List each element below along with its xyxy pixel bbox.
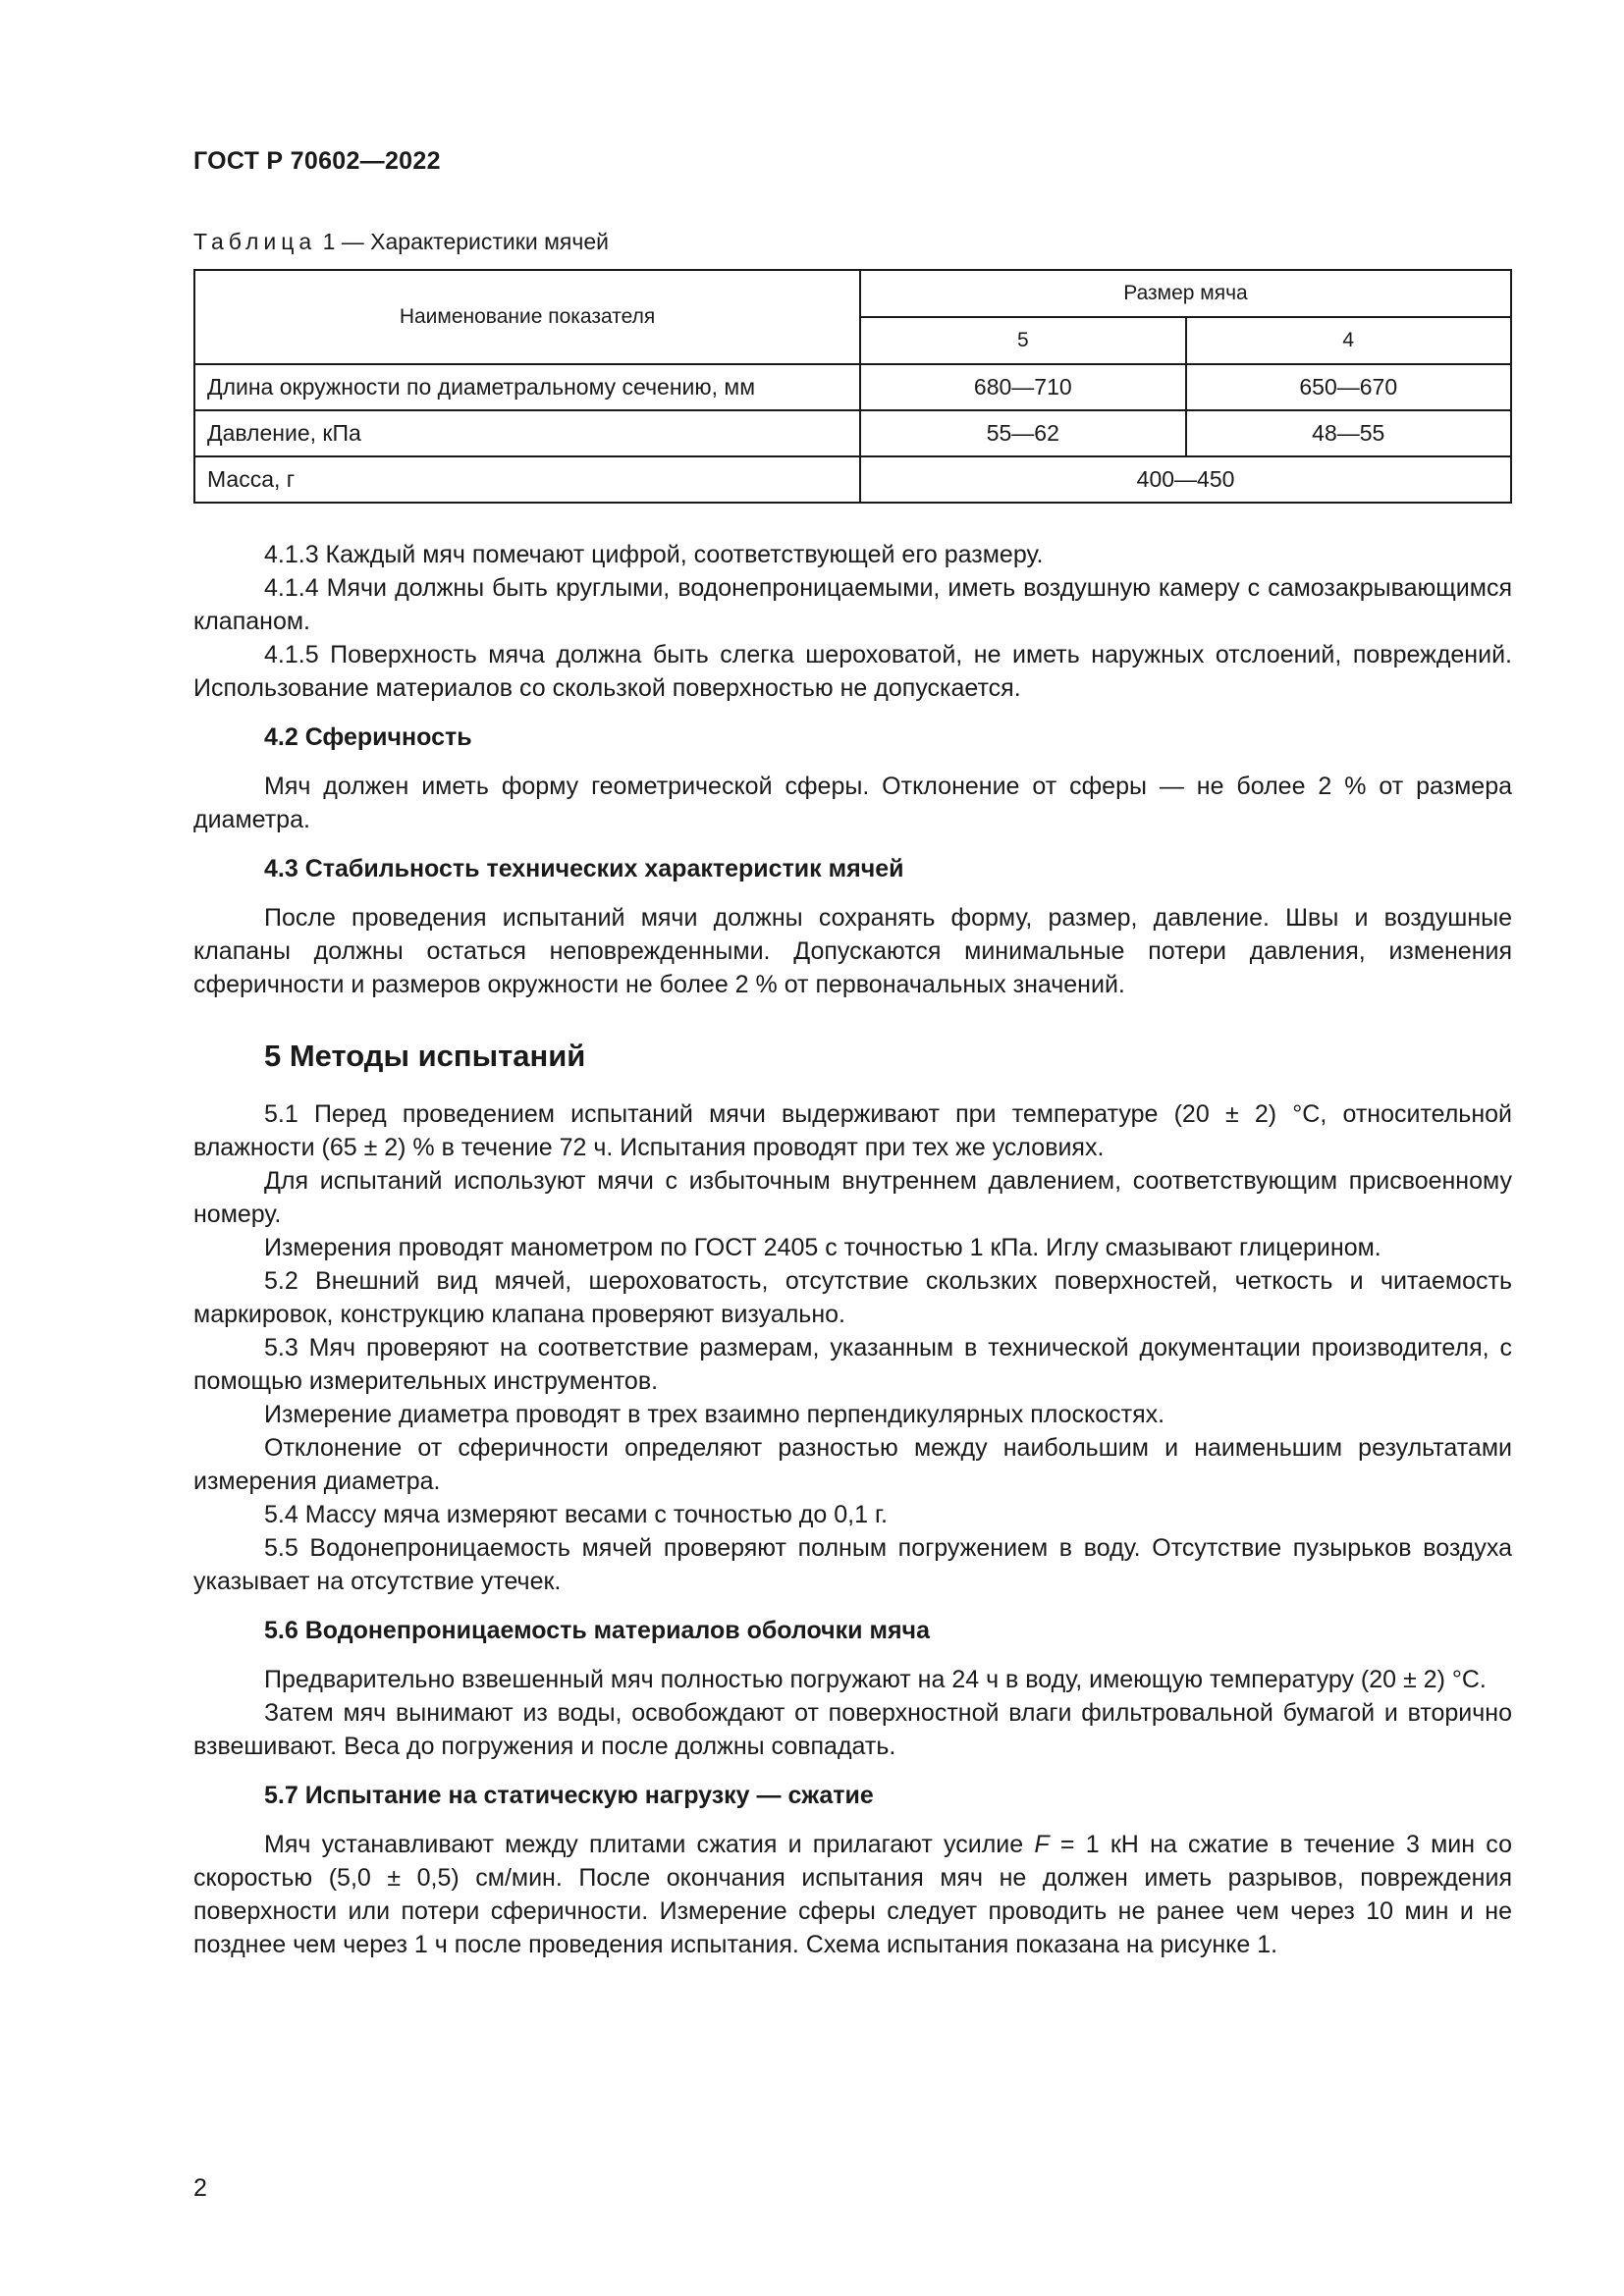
clause-5-6-b: Затем мяч вынимают из воды, освобождают от поверхностной влаги фильтровальной бумагой и вторично взвешивают. Веса до погружения и после должны совпадать. <box>193 1699 1512 1760</box>
clause-4-1-5: 4.1.5 Поверхность мяча должна быть слегка шероховатой, не иметь наружных отслоений, повреждений. Использование материалов со скользкой поверхностью не допускается. <box>193 641 1512 702</box>
page-number: 2 <box>193 2174 207 2202</box>
clause-5-7-text-start: Мяч устанавливают между плитами сжатия и прилагают усилие <box>264 1831 1035 1858</box>
clause-5-7 <box>193 1828 1512 1961</box>
clause-5-3-b: Измерение диаметра проводят в трех взаимно перпендикулярных плоскостях. <box>264 1401 1165 1428</box>
table-cell-value: 55—62 <box>860 410 1185 456</box>
force-symbol: F <box>1034 1831 1050 1858</box>
clause-5-4: 5.4 Массу мяча измеряют весами с точностью до 0,1 г. <box>264 1501 888 1528</box>
clause-4-3: После проведения испытаний мячи должны сохранять форму, размер, давление. Швы и воздушные клапаны должны остаться неповрежденными. Допускаются минимальные потери давления, изменения сферичности и размеров окружности не более 2 % от первоначальных значений. <box>193 904 1512 998</box>
clause-4-2: Мяч должен иметь форму геометрической сферы. Отклонение от сферы — не более 2 % от размера диаметра. <box>193 773 1512 833</box>
header-parameter-name: Наименование показателя <box>194 270 860 364</box>
table-caption-text: 1 — Характеристики мячей <box>316 229 609 254</box>
header-size-5: 5 <box>860 317 1185 364</box>
table-caption <box>193 229 609 255</box>
heading-4-2: 4.2 Сферичность <box>264 723 472 751</box>
header-ball-size: Размер мяча <box>860 270 1511 317</box>
header-size-4: 4 <box>1186 317 1511 364</box>
clause-5-6: Предварительно взвешенный мяч полностью погружают на 24 ч в воду, имеющую температуру (20 ± 2) °С. <box>264 1666 1487 1693</box>
ball-characteristics-table <box>193 269 1512 504</box>
heading-5-7: 5.7 Испытание на статическую нагрузку — сжатие <box>264 1782 874 1809</box>
table-caption-label: Таблица <box>193 229 317 254</box>
table-cell-value: 680—710 <box>860 364 1185 410</box>
table-cell-value: 400—450 <box>860 456 1511 503</box>
clause-4-1-4: 4.1.4 Мячи должны быть круглыми, водонепроницаемыми, иметь воздушную камеру с самозакрывающимся клапаном. <box>193 574 1512 635</box>
table-row <box>194 410 1511 456</box>
clause-5-3: 5.3 Мяч проверяют на соответствие размерам, указанным в технической документации производителя, с помощью измерительных инструментов. <box>193 1334 1512 1395</box>
table-cell-name: Длина окружности по диаметральному сечению, мм <box>194 364 860 410</box>
document-body <box>193 538 1512 1961</box>
standard-designation: ГОСТ Р 70602—2022 <box>193 147 441 175</box>
clause-5-3-c: Отклонение от сферичности определяют разностью между наибольшим и наименьшим результатами измерения диаметра. <box>193 1434 1512 1495</box>
clause-5-5: 5.5 Водонепроницаемость мячей проверяют полным погружением в воду. Отсутствие пузырьков воздуха указывает на отсутствие утечек. <box>193 1534 1512 1595</box>
clause-5-1-b: Для испытаний используют мячи с избыточным внутреннем давлением, соответствующим присвоенному номеру. <box>193 1167 1512 1228</box>
clause-5-7-text-end: = 1 кН на сжатие в течение 3 мин со скоростью (5,0 ± 0,5) см/мин. После окончания испытания мяч не должен иметь разрывов, повреждения поверхности или потери сферичности. Измерение сферы следует проводить не ранее чем через 10 мин и не позднее чем через 1 ч после проведения испытания. Схема испытания показана на рисунке 1. <box>193 1831 1512 1958</box>
table-header-row <box>194 270 1511 317</box>
clause-4-1-3: 4.1.3 Каждый мяч помечают цифрой, соответствующей его размеру. <box>264 541 1044 568</box>
clause-5-1: 5.1 Перед проведением испытаний мячи выдерживают при температуре (20 ± 2) °С, относительной влажности (65 ± 2) % в течение 72 ч. Испытания проводят при тех же условиях. <box>193 1100 1512 1161</box>
table-cell-name: Давление, кПа <box>194 410 860 456</box>
table-cell-value: 650—670 <box>1186 364 1511 410</box>
table-cell-value: 48—55 <box>1186 410 1511 456</box>
table-row <box>194 364 1511 410</box>
clause-5-2: 5.2 Внешний вид мячей, шероховатость, отсутствие скользких поверхностей, четкость и читаемость маркировок, конструкцию клапана проверяют визуально. <box>193 1267 1512 1328</box>
clause-5-1-c: Измерения проводят манометром по ГОСТ 2405 с точностью 1 кПа. Иглу смазывают глицерином. <box>264 1234 1381 1261</box>
heading-5: 5 Методы испытаний <box>264 1039 586 1073</box>
table-row <box>194 456 1511 503</box>
table-cell-name: Масса, г <box>194 456 860 503</box>
heading-4-3: 4.3 Стабильность технических характеристик мячей <box>264 855 904 882</box>
heading-5-6: 5.6 Водонепроницаемость материалов оболочки мяча <box>264 1617 930 1644</box>
